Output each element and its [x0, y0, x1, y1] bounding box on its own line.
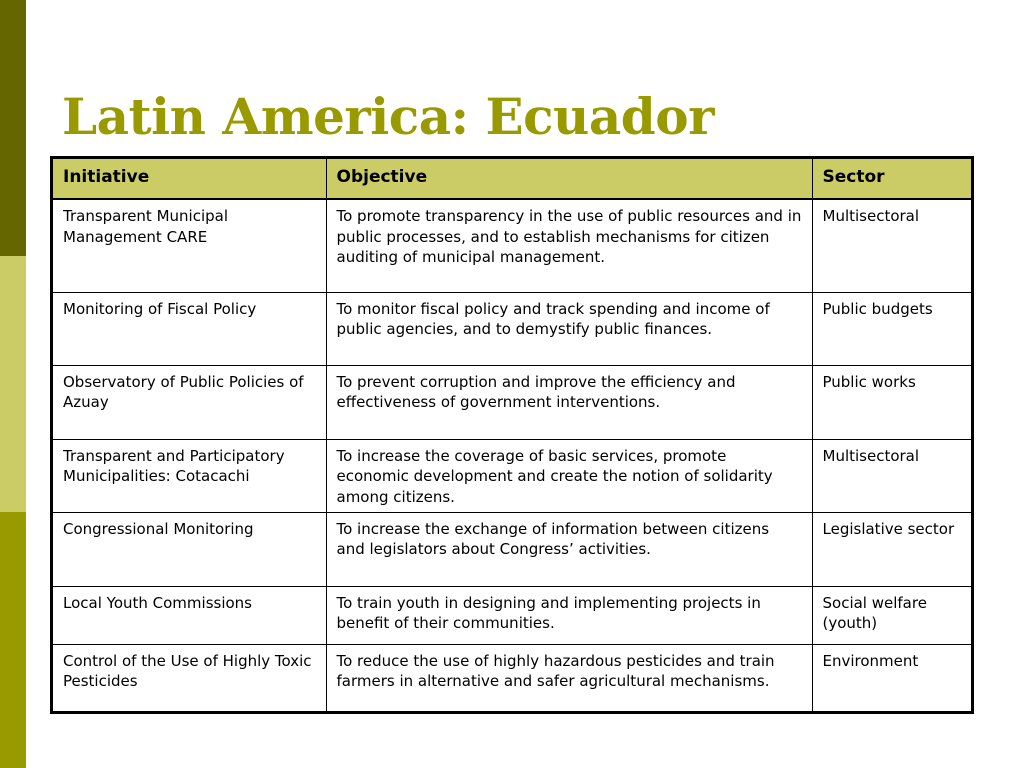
cell-sector: Public budgets: [812, 292, 971, 365]
table-row: [53, 199, 971, 292]
cell-objective: To prevent corruption and improve the efficiency and effectiveness of government interventions.: [326, 365, 812, 439]
header-initiative: Initiative: [53, 159, 326, 199]
cell-sector: Legislative sector: [812, 512, 971, 586]
cell-sector: Public works: [812, 365, 971, 439]
header-sector: Sector: [812, 159, 971, 199]
table-row: [53, 586, 971, 644]
sidebar-stripe-dark: [0, 0, 26, 256]
header-objective: Objective: [326, 159, 812, 199]
cell-objective: To train youth in designing and implementing projects in benefit of their communities.: [326, 586, 812, 644]
table-row: [53, 365, 971, 439]
initiatives-table: [53, 159, 971, 714]
cell-objective: To monitor fiscal policy and track spending and income of public agencies, and to demystify public finances.: [326, 292, 812, 365]
cell-initiative: Transparent and Participatory Municipalities: Cotacachi: [53, 439, 326, 512]
table-header-row: [53, 159, 971, 199]
table-row: [53, 644, 971, 714]
sidebar-stripe-olive: [0, 512, 26, 768]
table-row: [53, 292, 971, 365]
table-row: [53, 512, 971, 586]
cell-initiative: Monitoring of Fiscal Policy: [53, 292, 326, 365]
cell-initiative: Observatory of Public Policies of Azuay: [53, 365, 326, 439]
cell-sector: Multisectoral: [812, 439, 971, 512]
table-row: [53, 439, 971, 512]
initiatives-table-frame: [50, 156, 974, 714]
cell-initiative: Control of the Use of Highly Toxic Pesticides: [53, 644, 326, 714]
cell-objective: To increase the coverage of basic services, promote economic development and create the notion of solidarity among citizens.: [326, 439, 812, 512]
cell-objective: To increase the exchange of information between citizens and legislators about Congress’ activities.: [326, 512, 812, 586]
cell-sector: Social welfare (youth): [812, 586, 971, 644]
cell-objective: To reduce the use of highly hazardous pesticides and train farmers in alternative and safer agricultural mechanisms.: [326, 644, 812, 714]
cell-initiative: Transparent Municipal Management CARE: [53, 199, 326, 292]
cell-sector: Multisectoral: [812, 199, 971, 292]
cell-initiative: Congressional Monitoring: [53, 512, 326, 586]
slide-title: Latin America: Ecuador: [62, 87, 714, 146]
cell-sector: Environment: [812, 644, 971, 714]
sidebar-stripe-light: [0, 256, 26, 512]
cell-initiative: Local Youth Commissions: [53, 586, 326, 644]
cell-objective: To promote transparency in the use of public resources and in public processes, and to establish mechanisms for citizen auditing of municipal management.: [326, 199, 812, 292]
